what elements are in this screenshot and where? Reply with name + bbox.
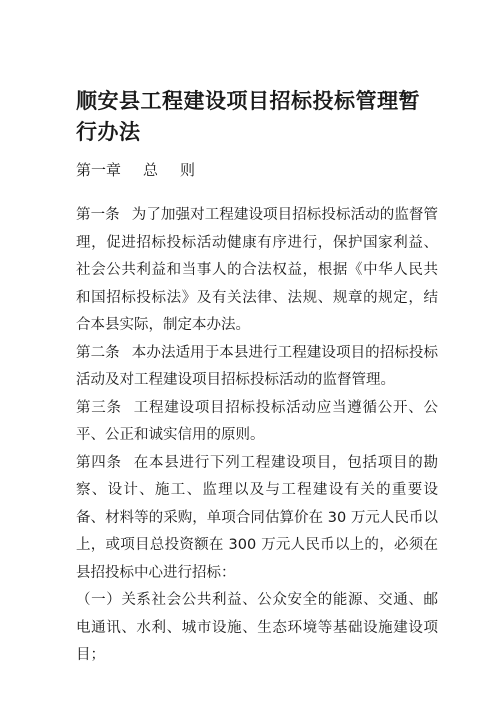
chapter-heading [76, 158, 438, 182]
chapter-number: 第一章 [76, 161, 122, 179]
article-label: 第四条 [76, 454, 122, 471]
article-text: 在本县进行下列工程建设项目，包括项目的勘察、设计、施工、监理以及与工程建设有关的重要设备、材料等的采购，单项合同估算价在 30 万元人民币以上，或项目总投资额在 300 万元人民币以上的，必须在县招投标中心进行招标： [76, 454, 438, 581]
chapter-name-part2: 则 [180, 161, 196, 179]
article-4 [76, 450, 438, 588]
article-text: 工程建设项目招标投标活动应当遵循公开、公平、公正和诚实信用的原则。 [76, 399, 438, 443]
article-1 [76, 202, 438, 340]
article-text: 本办法适用于本县进行工程建设项目的招标投标活动及对工程建设项目招标投标活动的监督管理。 [76, 344, 439, 388]
document-title: 顺安县工程建设项目招标投标管理暂行办法 [76, 89, 420, 144]
article-2 [76, 340, 438, 395]
article-3 [76, 395, 438, 450]
article-label: 第一条 [76, 207, 120, 223]
article-label: 第二条 [76, 344, 120, 361]
article-text: 为了加强对工程建设项目招标投标活动的监督管理，促进招标投标活动健康有序进行，保护国家利益、社会公共利益和当事人的合法权益，根据《中华人民共和国招标投标法》及有关法律、法规、规章的规定，结合本县实际，制定本办法。 [76, 207, 439, 333]
chapter-name-part1: 总 [143, 161, 159, 179]
article-label: 第三条 [76, 399, 122, 416]
clause-1: （一）关系社会公共利益、公众安全的能源、交通、邮电通讯、水利、城市设施、生态环境等基础设施建设项目； [76, 592, 438, 663]
